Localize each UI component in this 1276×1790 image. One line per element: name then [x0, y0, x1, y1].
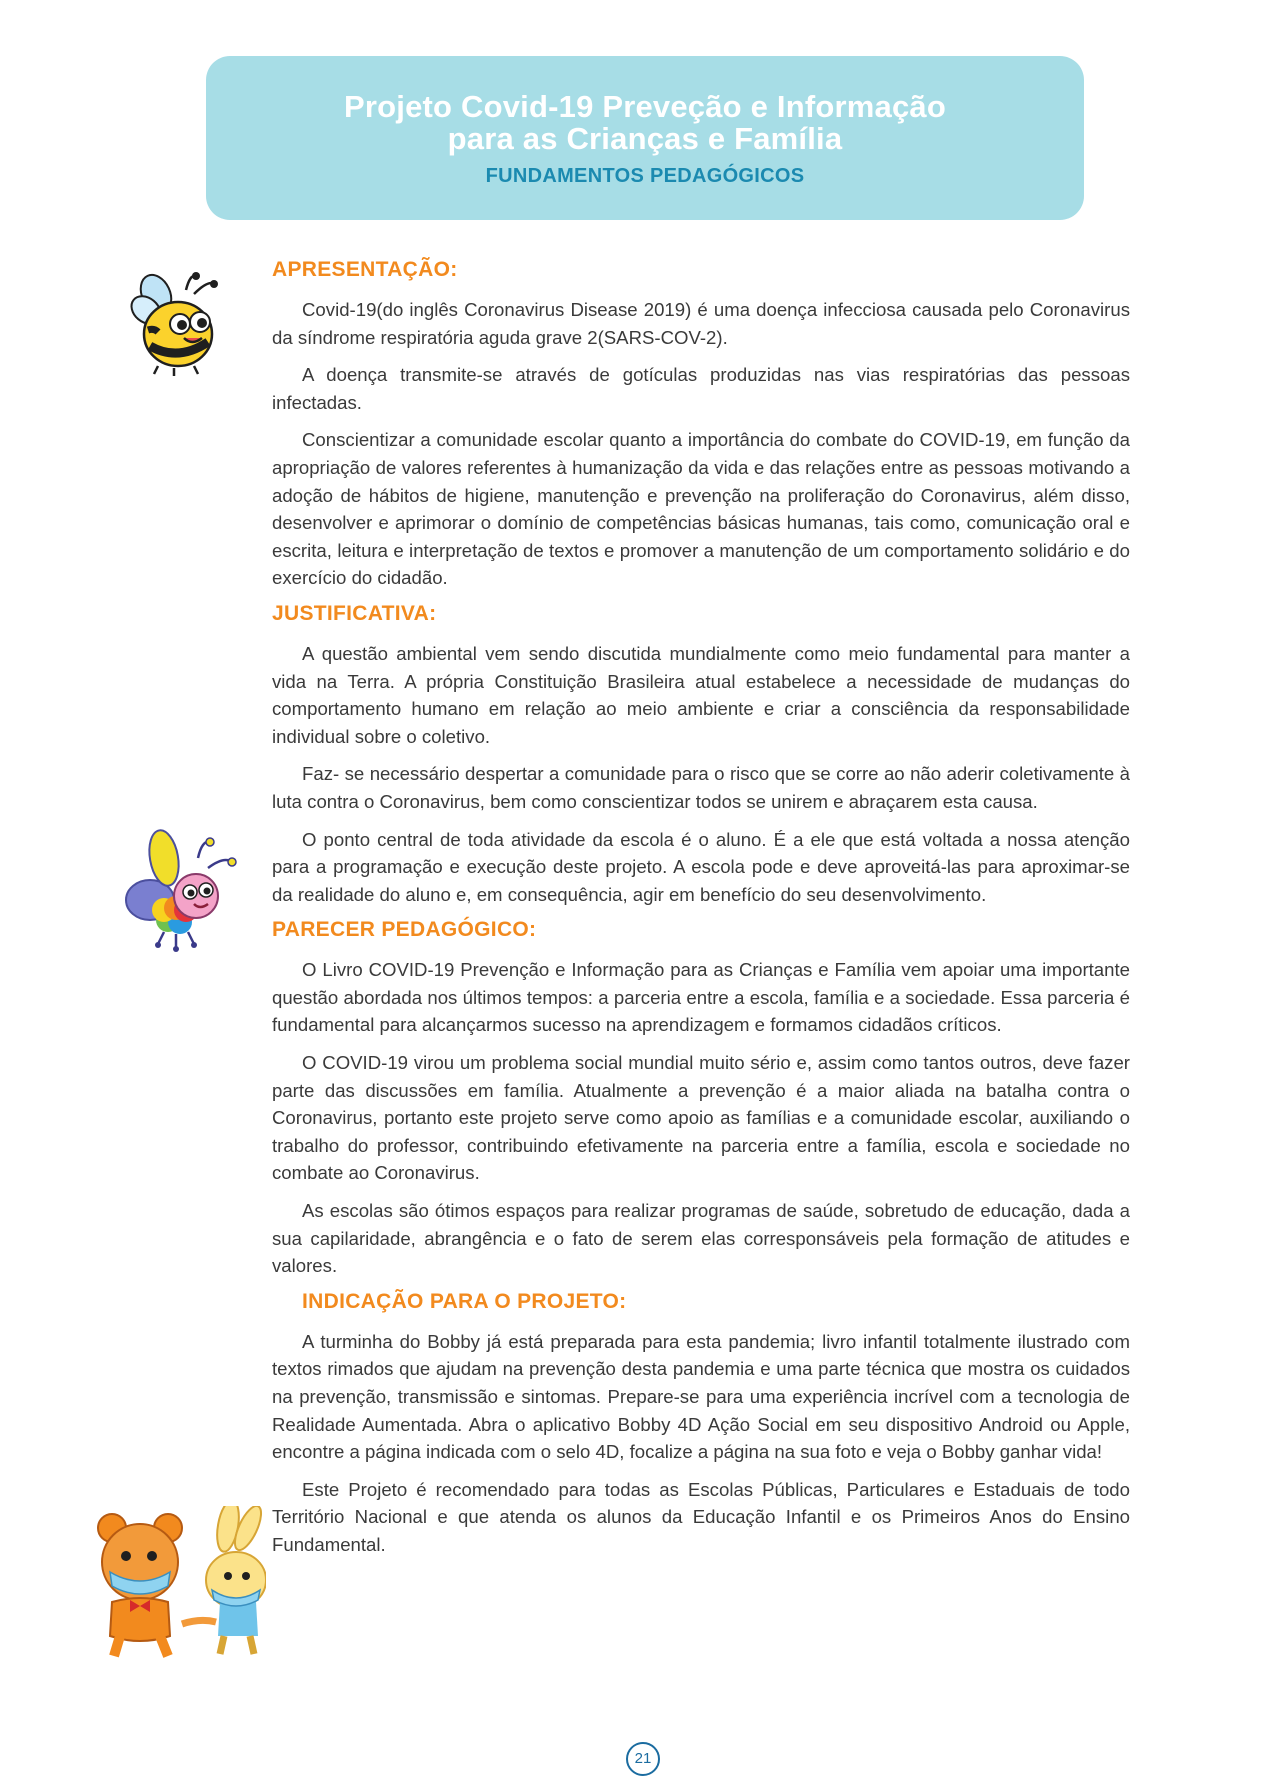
paragraph: A turminha do Bobby já está preparada para esta pandemia; livro infantil totalmente ilustrado com textos rimados que ajudam na prevenção desta pandemia e uma parte técnica que mostra os cuidados na prevenção, transmissão e sintomas. Prepare-se para uma experiência incrível com a tecnologia de Realidade Aumentada. Abra o aplicativo Bobby 4D Ação Social em seu dispositivo Android ou Apple, encontre a página indicada com o selo 4D, focalize a página na sua foto e veja o Bobby ganhar vida! — [272, 1330, 1130, 1463]
page-number: 21 — [626, 1742, 660, 1776]
section-heading: APRESENTAÇÃO: — [272, 258, 458, 281]
paragraph: Conscientizar a comunidade escolar quanto a importância do combate do COVID-19, em função da apropriação de valores referentes à humanização da vida e das relações entre as pessoas motivando a adoção de hábitos de higiene, manutenção e prevenção na proliferação do Coronavirus, além disso, desenvolver e aprimorar o domínio de competências básicas humanas, tais como, comunicação oral e escrita, leitura e interpretação de textos e promover a manutenção de um comportamento solidário e do exercício do cidadão. — [272, 429, 1130, 589]
paragraph: O COVID-19 virou um problema social mundial muito sério e, assim como tantos outros, deve fazer parte das discussões em família. Atualmente a prevenção é a maior aliada na batalha contra o Coronavirus, portanto este projeto serve como apoio as famílias e a comunidade escolar, auxiliando o trabalho do professor, contribuindo efetivamente na parceria entre a família, escola e sociedade no combate ao Coronavirus. — [272, 1052, 1130, 1184]
butterfly-mascot-icon — [124, 828, 244, 960]
paragraph: As escolas são ótimos espaços para realizar programas de saúde, sobretudo de educação, dada a sua capilaridade, abrangência e o fato de serem elas corresponsáveis pela formação de atitudes e valores. — [272, 1200, 1130, 1277]
section-heading: JUSTIFICATIVA: — [272, 601, 437, 625]
header-banner — [206, 56, 1084, 220]
page-subtitle: FUNDAMENTOS PEDAGÓGICOS — [485, 165, 805, 187]
page-title — [206, 91, 1084, 155]
paragraph: A questão ambiental vem sendo discutida mundialmente como meio fundamental para manter a vida na Terra. A própria Constituição Brasileira atual estabelece a necessidade de mudanças do comportamento humano em relação ao meio ambiente e criar a consciência da responsabilidade individual sobre o coletivo. — [272, 642, 1130, 747]
section-apresentacao — [272, 258, 1130, 592]
paragraph: Faz- se necessário despertar a comunidade para o risco que se corre ao não aderir coletivamente à luta contra o Coronavirus, bem como conscientizar todos se unirem e abraçarem esta causa. — [272, 763, 1130, 812]
section-parecer-pedagogico — [272, 918, 1130, 1280]
bear-and-bunny-mascots-icon — [90, 1506, 266, 1666]
paragraph: O Livro COVID-19 Prevenção e Informação para as Crianças e Família vem apoiar uma importante questão abordada nos últimos tempos: a parceria entre a escola, família e a sociedade. Essa parceria é fundamental para alcançarmos sucesso na aprendizagem e formamos cidadãos críticos. — [272, 959, 1130, 1036]
title-line-1: Projeto Covid-19 Preveção e Informação — [344, 89, 946, 124]
section-indicacao — [272, 1290, 1130, 1559]
paragraph: O ponto central de toda atividade da escola é o aluno. É a ele que está voltada a nossa atenção para a programação e execução deste projeto. A escola pode e deve aproveitá-las para aproximar-se da realidade do aluno e, em consequência, agir em benefício do seu desenvolvimento. — [272, 828, 1130, 905]
paragraph: A doença transmite-se através de gotículas produzidas nas vias respiratórias das pessoas infectadas. — [272, 364, 1130, 413]
section-heading: PARECER PEDAGÓGICO: — [272, 918, 537, 942]
section-heading: INDICAÇÃO PARA O PROJETO: — [302, 1289, 627, 1313]
title-line-2: para as Crianças e Família — [447, 121, 843, 156]
bee-mascot-icon — [124, 270, 228, 378]
section-justificativa — [272, 602, 1130, 908]
content-body — [272, 258, 1130, 1569]
paragraph: Covid-19(do inglês Coronavirus Disease 2019) é uma doença infecciosa causada pelo Coronavirus da síndrome respiratória aguda grave 2(SARS-COV-2). — [272, 299, 1130, 348]
paragraph: Este Projeto é recomendado para todas as Escolas Públicas, Particulares e Estaduais de todo Território Nacional e que atenda os alunos da Educação Infantil e os Primeiros Anos do Ensino Fundamental. — [272, 1478, 1130, 1555]
